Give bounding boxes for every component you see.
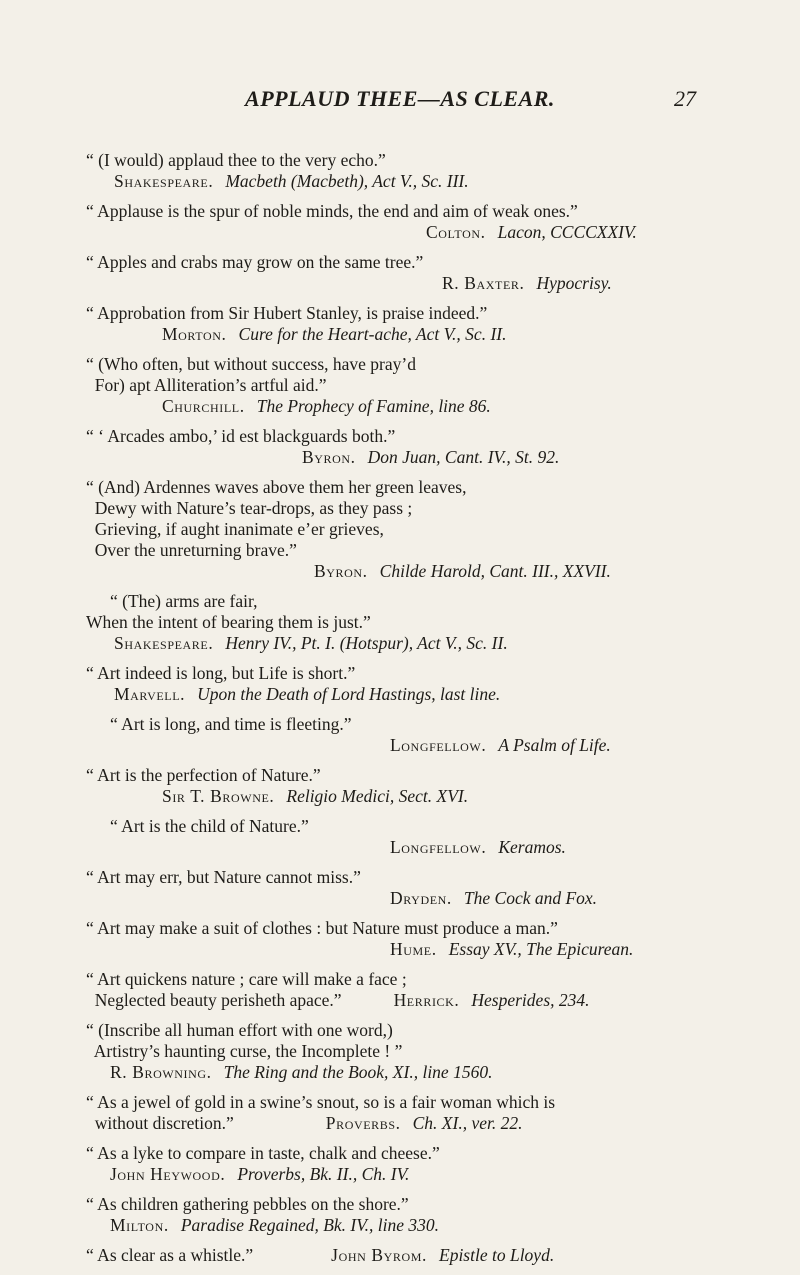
quote-line: For) apt Alliteration’s artful aid.” — [86, 375, 327, 395]
quotation-entry — [86, 1143, 750, 1185]
work-title: Paradise Regained, Bk. IV., line 330. — [180, 1215, 440, 1235]
attribution — [86, 990, 750, 1011]
quote-line: without discretion.” — [86, 1113, 234, 1133]
quote-line: Grieving, if aught inanimate e’er grieves, — [86, 519, 384, 539]
author-name: Longfellow. — [390, 837, 487, 857]
attribution — [110, 1215, 750, 1236]
quote-line: Dewy with Nature’s tear-drops, as they pass ; — [86, 498, 413, 518]
quotation-entry — [86, 303, 750, 345]
attribution — [162, 786, 750, 807]
author-name: Hume. — [390, 939, 437, 959]
author-name: R. Baxter. — [442, 273, 525, 293]
quote-line: “ (And) Ardennes waves above them her green leaves, — [86, 477, 467, 497]
work-title: Don Juan, Cant. IV., St. 92. — [367, 447, 560, 467]
quotation-entry — [86, 969, 750, 1011]
attribution — [110, 1164, 750, 1185]
quote-line: Neglected beauty perisheth apace.” — [86, 990, 342, 1010]
work-title: Essay XV., The Epicurean. — [448, 939, 634, 959]
quotation-entry — [86, 477, 750, 582]
attribution — [442, 273, 750, 294]
quotation-entry — [86, 591, 750, 654]
quotation-entry — [86, 252, 750, 294]
quote-line: “ Art may make a suit of clothes : but Nature must produce a man.” — [86, 918, 558, 938]
quote-line: “ Art is long, and time is fleeting.” — [110, 714, 352, 734]
quotation-entry — [86, 867, 750, 909]
author-name: John Byrom. — [331, 1245, 427, 1265]
quotation-entry — [86, 714, 750, 756]
attribution — [162, 396, 750, 417]
quotation-entry — [86, 1194, 750, 1236]
work-title: The Prophecy of Famine, line 86. — [256, 396, 491, 416]
quote-line: “ (Who often, but without success, have pray’d — [86, 354, 416, 374]
work-title: Ch. XI., ver. 22. — [412, 1113, 523, 1133]
work-title: Lacon, CCCCXXIV. — [497, 222, 637, 242]
work-title: Henry IV., Pt. I. (Hotspur), Act V., Sc. II. — [225, 633, 508, 653]
quote-line: “ As a lyke to compare in taste, chalk and cheese.” — [86, 1143, 440, 1163]
work-title: Epistle to Lloyd. — [439, 1245, 555, 1265]
author-name: Morton. — [162, 324, 227, 344]
attribution — [390, 837, 750, 858]
attribution — [302, 447, 750, 468]
attribution — [426, 222, 750, 243]
quote-line: “ Art quickens nature ; care will make a face ; — [86, 969, 407, 989]
quotation-list — [86, 150, 750, 1275]
attribution — [114, 633, 750, 654]
running-title: APPLAUD THEE—AS CLEAR. — [245, 86, 555, 111]
work-title: A Psalm of Life. — [498, 735, 611, 755]
quote-line: “ Approbation from Sir Hubert Stanley, is praise indeed.” — [86, 303, 488, 323]
attribution — [110, 1062, 750, 1083]
work-title: Childe Harold, Cant. III., XXVII. — [379, 561, 611, 581]
quotation-entry — [86, 918, 750, 960]
attribution — [390, 939, 750, 960]
author-name: Shakespeare. — [114, 171, 214, 191]
quotation-entry — [86, 765, 750, 807]
attribution — [390, 735, 750, 756]
quote-line: Over the unreturning brave.” — [86, 540, 297, 560]
attribution — [162, 324, 750, 345]
author-name: R. Browning. — [110, 1062, 212, 1082]
quotation-entry — [86, 1092, 750, 1134]
author-name: John Heywood. — [110, 1164, 226, 1184]
attribution — [114, 684, 750, 705]
author-name: Milton. — [110, 1215, 169, 1235]
quotation-entry — [86, 426, 750, 468]
quote-line: “ Applause is the spur of noble minds, the end and aim of weak ones.” — [86, 201, 578, 221]
attribution — [390, 888, 750, 909]
work-title: Cure for the Heart-ache, Act V., Sc. II. — [238, 324, 507, 344]
quotation-entry — [86, 663, 750, 705]
quote-line: “ Art indeed is long, but Life is short.” — [86, 663, 356, 683]
quote-line: When the intent of bearing them is just.” — [86, 612, 371, 632]
quote-line: “ Apples and crabs may grow on the same tree.” — [86, 252, 424, 272]
quote-line: “ As clear as a whistle.” — [86, 1245, 254, 1265]
quote-line: “ Art is the child of Nature.” — [110, 816, 309, 836]
work-title: Hesperides, 234. — [471, 990, 590, 1010]
work-title: The Cock and Fox. — [463, 888, 598, 908]
author-name: Churchill. — [162, 396, 245, 416]
attribution — [314, 561, 750, 582]
quote-line: “ Art is the perfection of Nature.” — [86, 765, 321, 785]
author-name: Shakespeare. — [114, 633, 214, 653]
quote-line: “ ‘ Arcades ambo,’ id est blackguards both.” — [86, 426, 396, 446]
work-title: Proverbs, Bk. II., Ch. IV. — [237, 1164, 410, 1184]
author-name: Marvell. — [114, 684, 186, 704]
quote-line: “ Art may err, but Nature cannot miss.” — [86, 867, 361, 887]
author-name: Herrick. — [393, 990, 460, 1010]
quote-line: “ As children gathering pebbles on the shore.” — [86, 1194, 409, 1214]
work-title: Upon the Death of Lord Hastings, last line. — [197, 684, 501, 704]
running-head — [0, 86, 800, 116]
quote-line: “ (Inscribe all human effort with one word,) — [86, 1020, 393, 1040]
work-title: The Ring and the Book, XI., line 1560. — [223, 1062, 493, 1082]
author-name: Dryden. — [390, 888, 452, 908]
quote-line: Artistry’s haunting curse, the Incomplete ! ” — [86, 1041, 403, 1061]
work-title: Keramos. — [498, 837, 566, 857]
author-name: Byron. — [314, 561, 368, 581]
work-title: Hypocrisy. — [536, 273, 612, 293]
work-title: Religio Medici, Sect. XVI. — [286, 786, 469, 806]
quotation-entry — [86, 1020, 750, 1083]
quotation-entry — [86, 201, 750, 243]
work-title: Macbeth (Macbeth), Act V., Sc. III. — [225, 171, 469, 191]
author-name: Byron. — [302, 447, 356, 467]
quotation-entry — [86, 354, 750, 417]
attribution — [86, 1113, 750, 1134]
quote-line: “ As a jewel of gold in a swine’s snout, so is a fair woman which is — [86, 1092, 556, 1112]
author-name: Proverbs. — [325, 1113, 401, 1133]
author-name: Longfellow. — [390, 735, 487, 755]
author-name: Sir T. Browne. — [162, 786, 275, 806]
quote-line: “ (The) arms are fair, — [110, 591, 258, 611]
author-name: Colton. — [426, 222, 486, 242]
page-number: 27 — [674, 86, 696, 111]
quote-line: “ (I would) applaud thee to the very echo.” — [86, 150, 386, 170]
quotation-entry — [86, 816, 750, 858]
quotation-entry — [86, 150, 750, 192]
attribution — [114, 171, 750, 192]
